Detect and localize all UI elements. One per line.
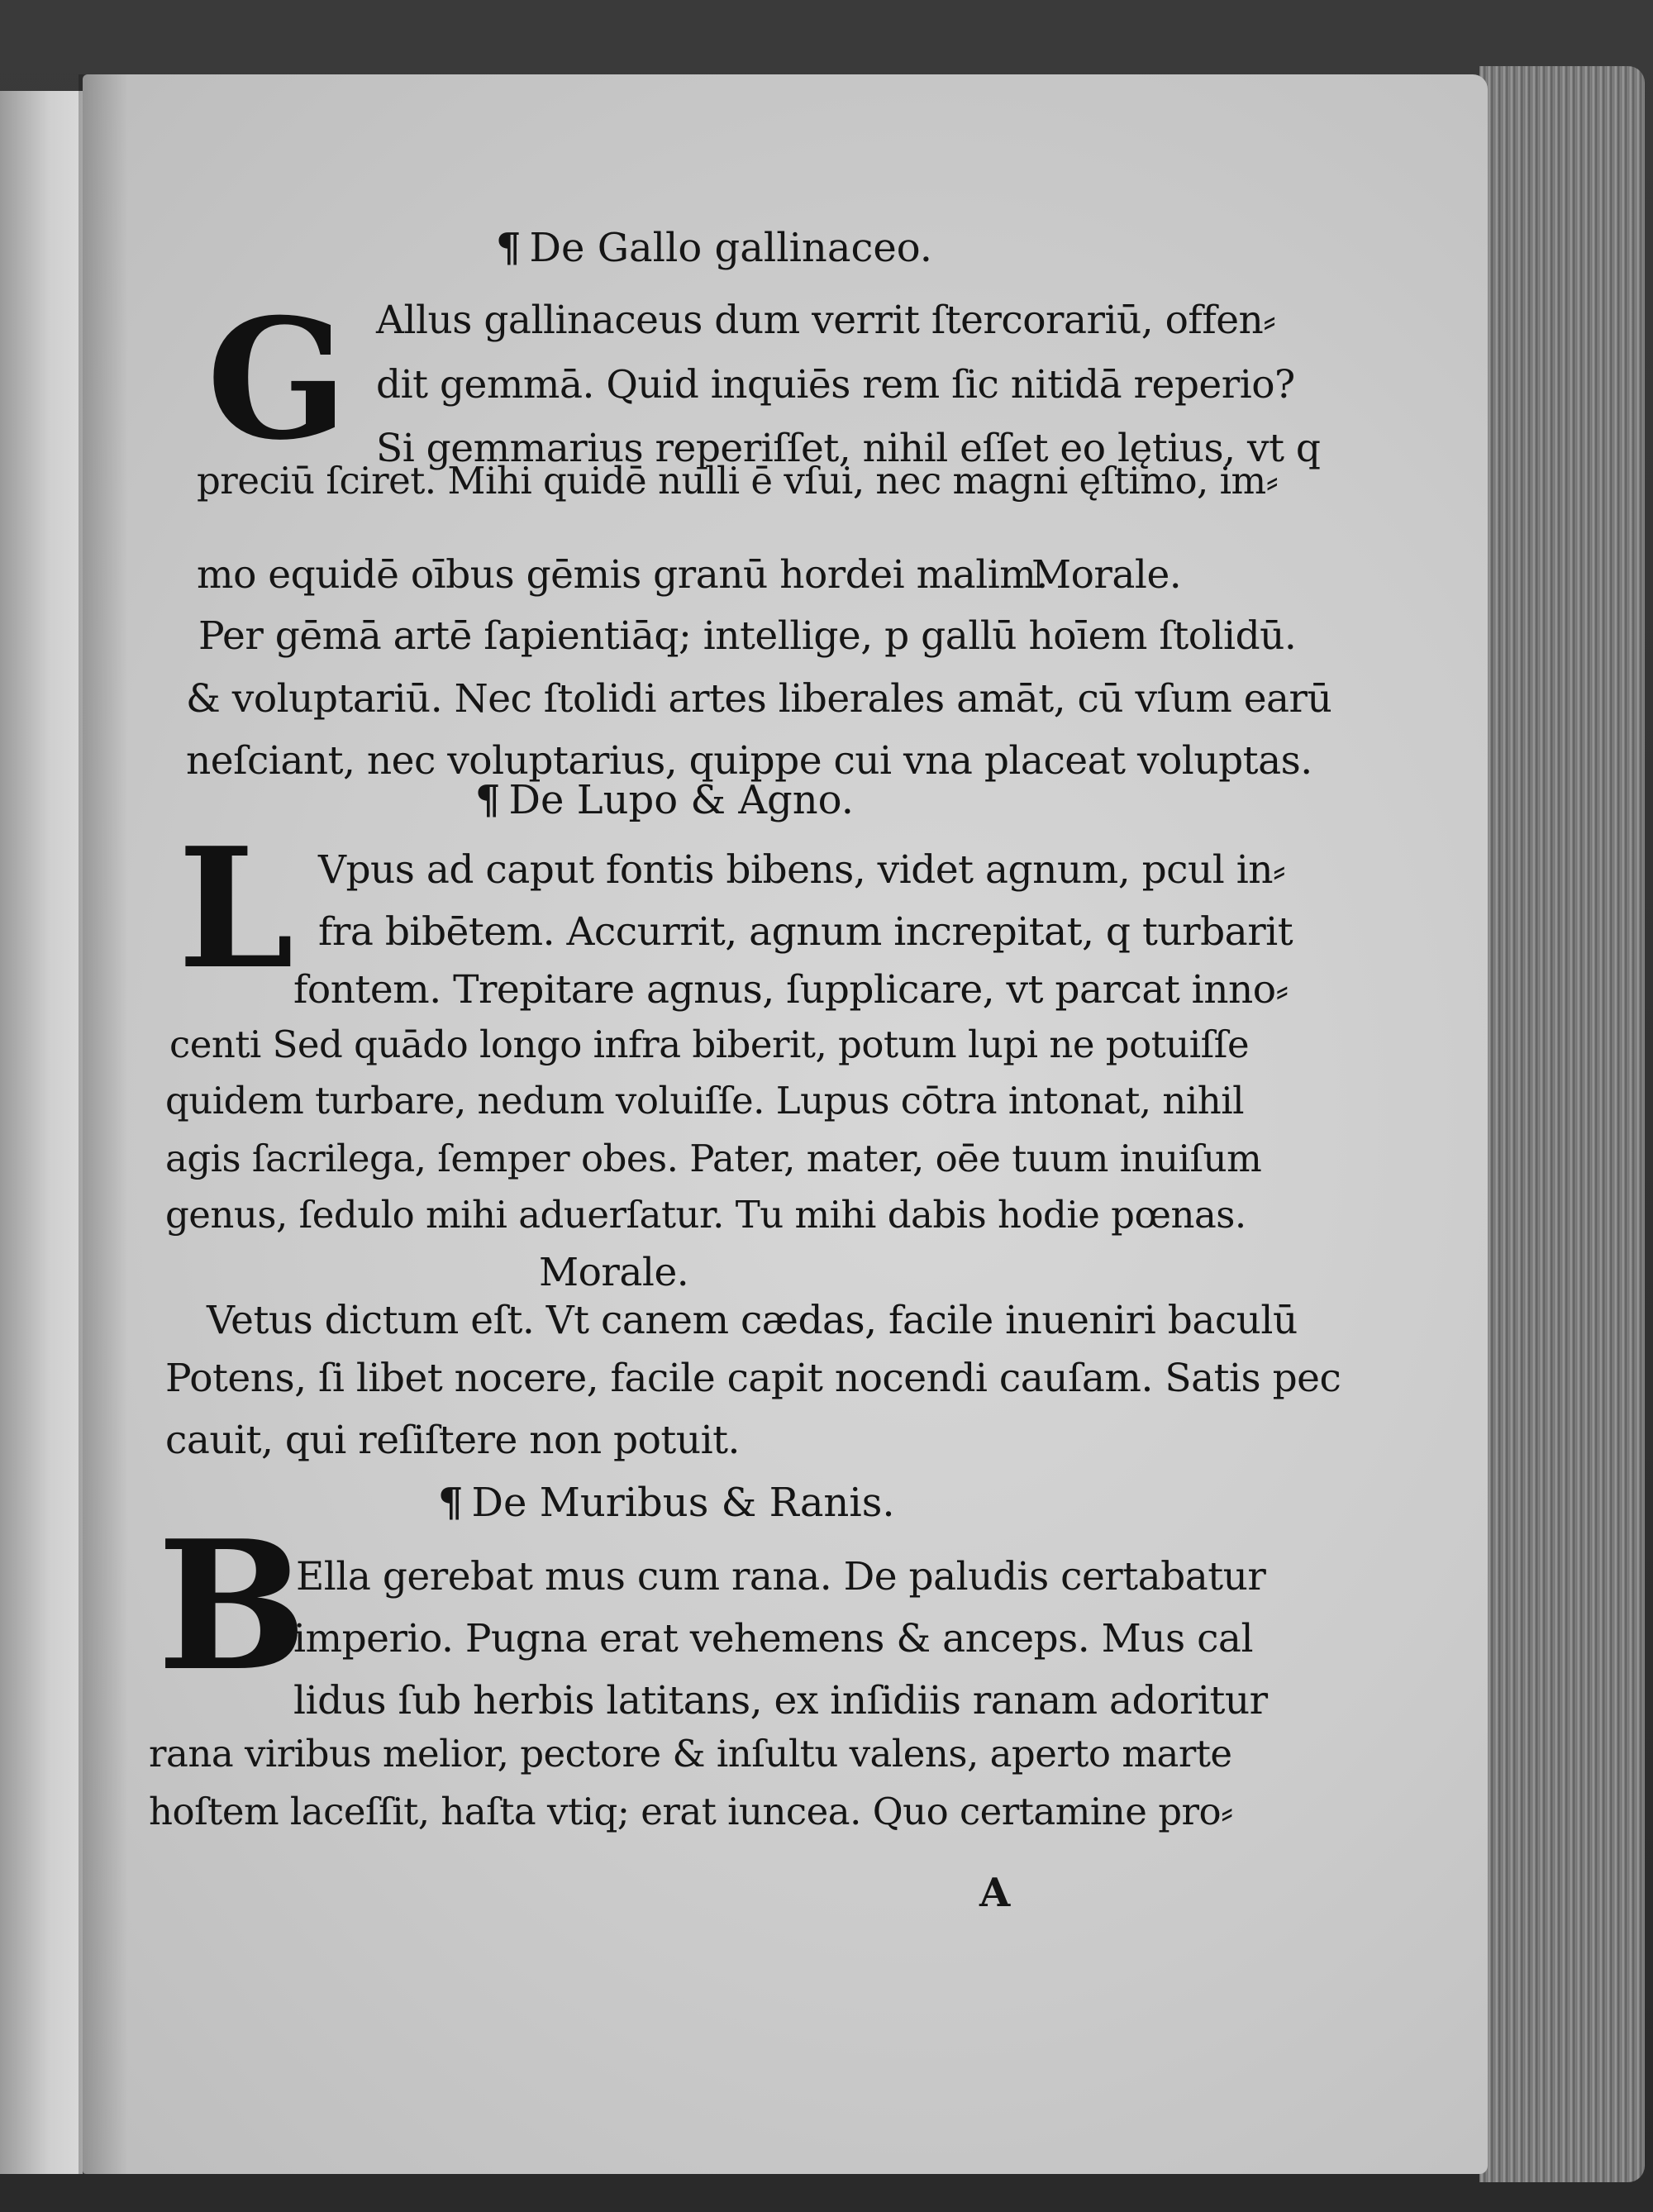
- fable2-line-2: fra bibētem. Accurrit, agnum increpitat, q turbarit: [318, 909, 1293, 955]
- fable1-line-7: & voluptariū. Nec ſtolidi artes liberales amāt, cū vſum earū: [186, 676, 1332, 722]
- fable3-heading: [438, 1480, 895, 1526]
- fable1-line-8: neſciant, nec voluptarius, quippe cui vna placeat voluptas.: [186, 738, 1312, 784]
- fable2-morale-line-2: Potens, ſi libet nocere, facile capit nocendi cauſam. Satis pec: [165, 1356, 1341, 1401]
- fable3-line-2: imperio. Pugna erat vehemens & anceps. Mus cal: [293, 1616, 1253, 1661]
- fable1-morale-label: Morale.: [1031, 552, 1182, 598]
- fable3-line-4: rana viribus melior, pectore & inſultu valens, aperto marte: [149, 1732, 1232, 1776]
- fable3-drop-capital: B: [157, 1501, 307, 1710]
- fable3-heading-text: De Muribus & Ranis.: [471, 1480, 895, 1526]
- fable1-line-1: Allus gallinaceus dum verrit ſtercorariū, offen⸗: [376, 298, 1276, 343]
- left-page-edge: [0, 91, 85, 2174]
- fable1-line-3: Si gemmarius reperiſſet, nihil eſſet eo lętius, vt q: [376, 426, 1321, 471]
- fable1-line-2: dit gemmā. Quid inquiēs rem ſic nitidā reperio?: [376, 362, 1295, 408]
- pilcrow-mark: ¶: [438, 1480, 464, 1526]
- fable1-line-4: preciū ſciret. Mihi quidē nulli ē vſui, nec magni ęſtimo, im⸗: [197, 459, 1279, 503]
- fable1-drop-capital: G: [207, 283, 348, 477]
- fable2-line-4: centi Sed quādo longo infra biberit, potum lupi ne potuiſſe: [169, 1023, 1250, 1066]
- signature-mark: A: [979, 1870, 1011, 1916]
- fable2-drop-capital: L: [178, 812, 294, 1006]
- pilcrow-mark: ¶: [475, 777, 501, 823]
- fable2-morale-label: Morale.: [539, 1250, 689, 1295]
- fable2-line-6: agis ſacrilega, ſemper obes. Pater, mater, oēe tuum inuiſum: [165, 1137, 1262, 1180]
- fable1-heading-text: De Gallo gallinaceo.: [529, 225, 933, 271]
- fable2-heading-text: De Lupo & Agno.: [508, 777, 854, 823]
- book-page-edges: [1479, 66, 1645, 2182]
- fable2-line-1: Vpus ad caput fontis bibens, videt agnum, pcul in⸗: [318, 847, 1286, 893]
- fable3-line-5: hoſtem laceſſit, haſta vtiq; erat iuncea. Quo certamine pro⸗: [149, 1790, 1233, 1833]
- fable2-line-3: fontem. Trepitare agnus, ſupplicare, vt parcat inno⸗: [293, 967, 1289, 1013]
- fable3-line-1: Ella gerebat mus cum rana. De paludis certabatur: [296, 1554, 1266, 1599]
- fable1-heading: [496, 225, 932, 271]
- fable2-heading: [475, 777, 854, 823]
- fable2-morale-line-1: Vetus dictum eſt. Vt canem cædas, facile inueniri baculū: [207, 1298, 1298, 1343]
- fable2-line-5: quidem turbare, nedum voluiſſe. Lupus cōtra intonat, nihil: [165, 1079, 1245, 1123]
- fable1-line-5: mo equidē oībus gēmis granū hordei malim.: [197, 552, 1048, 598]
- pilcrow-mark: ¶: [496, 225, 522, 271]
- fable2-morale-line-3: cauit, qui reſiſtere non potuit.: [165, 1418, 740, 1463]
- fable3-line-3: lidus ſub herbis latitans, ex inſidiis ranam adoritur: [293, 1678, 1268, 1723]
- gutter-shadow: [79, 74, 128, 2174]
- fable1-line-6: Per gēmā artē ſapientiāq; intellige, p gallū hoīem ſtolidū.: [198, 613, 1297, 659]
- fable2-line-7: genus, ſedulo mihi aduerſatur. Tu mihi dabis hodie pœnas.: [165, 1193, 1246, 1237]
